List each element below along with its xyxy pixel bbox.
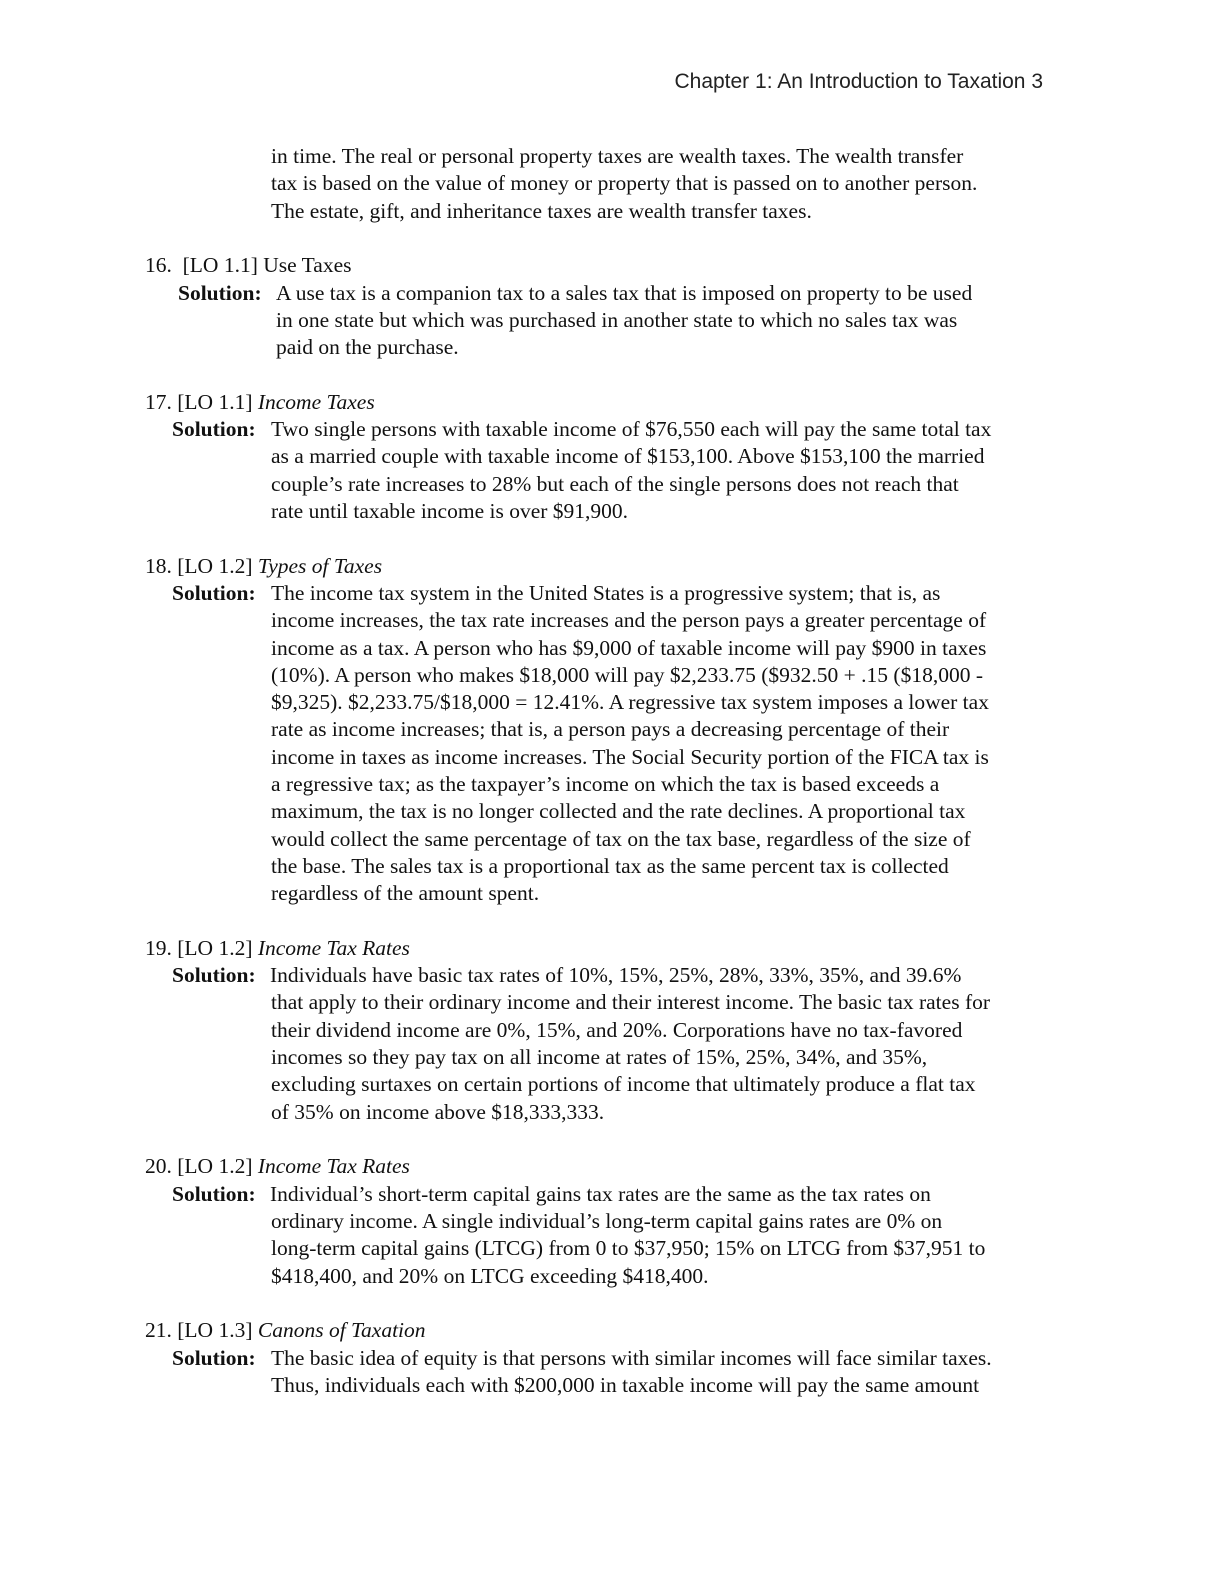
solution-line: couple’s rate increases to 28% but each of the single persons does not reach that — [271, 472, 959, 496]
question-lo: [LO 1.2] — [177, 1154, 253, 1178]
solution-line: Two single persons with taxable income of $76,550 each will pay the same total tax — [271, 417, 992, 441]
solution-line: $9,325). $2,233.75/$18,000 = 12.41%. A regressive tax system imposes a lower tax — [271, 690, 989, 714]
question-topic: Use Taxes — [263, 253, 352, 277]
question-number: 17. — [145, 390, 172, 414]
question-lo: [LO 1.2] — [177, 554, 253, 578]
carryover-line: in time. The real or personal property taxes are wealth taxes. The wealth transfer — [271, 144, 964, 168]
solution-line: Thus, individuals each with $200,000 in taxable income will pay the same amount — [271, 1373, 980, 1397]
solution-line: Individuals have basic tax rates of 10%, 15%, 25%, 28%, 33%, 35%, and 39.6% — [270, 963, 962, 987]
solution-label: Solution: — [172, 1182, 256, 1206]
question-topic: Income Tax Rates — [257, 1154, 410, 1178]
solution-line: income in taxes as income increases. The Social Security portion of the FICA tax is — [271, 745, 989, 769]
solution-line: excluding surtaxes on certain portions of income that ultimately produce a flat tax — [271, 1072, 976, 1096]
solution-line: rate until taxable income is over $91,900. — [271, 499, 629, 523]
question-21-heading — [145, 1317, 426, 1344]
question-16-heading — [145, 252, 352, 279]
question-number: 19. — [145, 936, 172, 960]
solution-label: Solution: — [178, 281, 262, 305]
carryover-line: The estate, gift, and inheritance taxes are wealth transfer taxes. — [271, 199, 812, 223]
question-20-heading — [145, 1153, 410, 1180]
question-topic: Canons of Taxation — [257, 1318, 426, 1342]
solution-line: as a married couple with taxable income of $153,100. Above $153,100 the married — [271, 444, 985, 468]
solution-line: a regressive tax; as the taxpayer’s income on which the tax is based exceeds a — [271, 772, 940, 796]
solution-line: A use tax is a companion tax to a sales tax that is imposed on property to be used — [276, 281, 973, 305]
question-lo: [LO 1.3] — [177, 1318, 253, 1342]
carryover-line: tax is based on the value of money or property that is passed on to another person. — [271, 171, 978, 195]
solution-line: the base. The sales tax is a proportional tax as the same percent tax is collected — [271, 854, 949, 878]
question-topic: Types of Taxes — [257, 554, 383, 578]
solution-line: of 35% on income above $18,333,333. — [271, 1100, 605, 1124]
solution-line: would collect the same percentage of tax on the tax base, regardless of the size of — [271, 827, 971, 851]
solution-line: incomes so they pay tax on all income at rates of 15%, 25%, 34%, and 35%, — [271, 1045, 928, 1069]
solution-line: maximum, the tax is no longer collected and the rate declines. A proportional tax — [271, 799, 966, 823]
question-lo: [LO 1.1] — [177, 390, 253, 414]
question-number: 21. — [145, 1318, 172, 1342]
question-lo: [LO 1.1] — [182, 253, 258, 277]
solution-line: The basic idea of equity is that persons with similar incomes will face similar taxes. — [271, 1346, 992, 1370]
solution-label: Solution: — [172, 417, 256, 441]
question-topic: Income Tax Rates — [257, 936, 410, 960]
question-lo: [LO 1.2] — [177, 936, 253, 960]
solution-label: Solution: — [172, 963, 256, 987]
solution-line: regardless of the amount spent. — [271, 881, 540, 905]
solution-line: that apply to their ordinary income and their interest income. The basic tax rates for — [271, 990, 991, 1014]
question-number: 16. — [145, 253, 172, 277]
solution-line: long-term capital gains (LTCG) from 0 to $37,950; 15% on LTCG from $37,951 to — [271, 1236, 986, 1260]
solution-line: ordinary income. A single individual’s long-term capital gains rates are 0% on — [271, 1209, 943, 1233]
solution-line: paid on the purchase. — [276, 335, 459, 359]
solution-line: their dividend income are 0%, 15%, and 20%. Corporations have no tax-favored — [271, 1018, 963, 1042]
question-19-heading — [145, 935, 410, 962]
question-topic: Income Taxes — [257, 390, 375, 414]
solution-line: in one state but which was purchased in another state to which no sales tax was — [276, 308, 958, 332]
solution-line: The income tax system in the United States is a progressive system; that is, as — [271, 581, 941, 605]
solution-line: $418,400, and 20% on LTCG exceeding $418,400. — [271, 1264, 709, 1288]
solution-line: rate as income increases; that is, a person pays a decreasing percentage of their — [271, 717, 950, 741]
question-17-heading — [145, 389, 375, 416]
solution-line: (10%). A person who makes $18,000 will pay $2,233.75 ($932.50 + .15 ($18,000 - — [271, 663, 983, 687]
solution-label: Solution: — [172, 1346, 256, 1370]
question-number: 20. — [145, 1154, 172, 1178]
question-18-heading — [145, 553, 382, 580]
solution-line: income increases, the tax rate increases and the person pays a greater percentage of — [271, 608, 987, 632]
solution-line: income as a tax. A person who has $9,000 of taxable income will pay $900 in taxes — [271, 636, 987, 660]
solution-label: Solution: — [172, 581, 256, 605]
question-number: 18. — [145, 554, 172, 578]
page-header: Chapter 1: An Introduction to Taxation 3 — [674, 70, 1043, 93]
solution-line: Individual’s short-term capital gains tax rates are the same as the tax rates on — [270, 1182, 931, 1206]
